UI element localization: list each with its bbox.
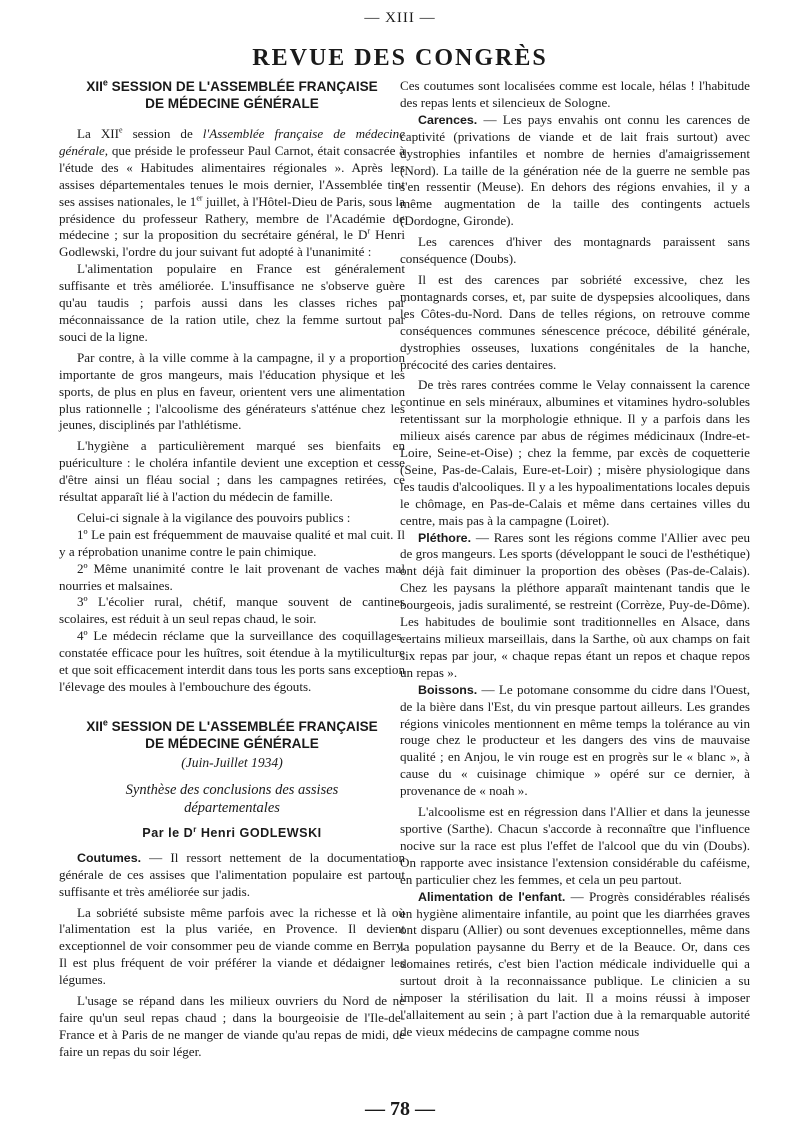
paragraph-usage: L'usage se répand dans les milieux ouvriers du Nord de ne faire qu'un seul repas chaud ; dans la bourgeoisie de l'Ile-de-France et à Paris de ne manger de viande qu'au repas de midi, de faire un repas du soir léger. bbox=[59, 993, 405, 1059]
session-heading-2: XIIe SESSION DE L'ASSEMBLÉE FRANÇAISE DE MÉDECINE GÉNÉRALE bbox=[86, 717, 378, 751]
paragraph-boissons: Boissons. — Le potomane consomme du cidre dans l'Ouest, de la bière dans l'Est, du vin presque partout ailleurs. Les grandes régions vinicoles mentionnent en même temps la tolérance au vin rouge chez le producteur et les dangers des vins de mauvaise qualité ; en Anjou, le vin rouge est en progrès sur le « blanc », à cause du « cuisinage chimique » opéré sur ce dernier, à provenance de « noah ». bbox=[400, 681, 750, 799]
list-item-4: 4º Le médecin réclame que la surveillance des coquillages, constatée efficace pour les huîtres, soit étendue à la mytiliculture et que soit efficacement interdit dans tous les ports sans exception l'élevage des moules à l'embouchure des égouts. bbox=[59, 628, 405, 694]
paragraph-alimentation: L'alimentation populaire en France est généralement suffisante et très améliorée. L'insuffisance ne s'observe guère qu'au taudis ; parfois aussi dans les classes riches par méconnaissance de la ration utile, chez la femme surtout par souci de la ligne. bbox=[59, 261, 405, 344]
run-in-heading-plethore: Pléthore. bbox=[418, 530, 472, 545]
paragraph-carences: Carences. — Les pays envahis ont connu les carences de captivité (privations de viande et de lait frais surtout) avec dystrophies infantiles et nombre de hernies d'amaigrissement (Nord). La taille de la génération née de la guerre ne semble pas s'en ressentir (Meuse). En dehors des régions envahies, il y a même augmentation de la taille des contingents actuels (Dordogne, Gironde). bbox=[400, 111, 750, 229]
session-dates: (Juin-Juillet 1934) bbox=[181, 754, 283, 770]
author-byline: Par le $D^r$ Henri GODLEWSKI bbox=[142, 824, 322, 840]
roman-page-number: — XIII — bbox=[364, 10, 436, 26]
paragraph-coutumes: Coutumes. — Il ressort nettement de la documentation générale de ces assises que l'alimentation populaire est partout suffisante et très améliorée sur jadis. bbox=[59, 849, 405, 899]
list-item-1: 1º Le pain est fréquemment de mauvaise qualité et mal cuit. Il y a réprobation unanime contre le pain chimique. bbox=[59, 526, 405, 559]
list-item-2: 2º Même unanimité contre le lait provenant de vaches mal nourries et malsaines. bbox=[59, 560, 405, 593]
page-number: — 78 — bbox=[365, 1098, 435, 1120]
paragraph-par-contre: Par contre, à la ville comme à la campagne, il y a proportion importante de gros mangeurs, mais l'éducation physique et les sports, de plus en plus en faveur, orientent vers une alimentation plus rationnelle ; l'alcoolisme des générateurs s'atténue chez les jeunes, disciplinés par l'athlétisme. bbox=[59, 349, 405, 433]
paragraph-sobriete-excessive: Il est des carences par sobriété excessive, chez les montagnards corses, et, par suite de dyspepsies alcooliques, dans les Côtes-du-Nord. Dans de telles régions, on retrouve comme conséquences communes sénescence précoce, débilité générale, dystrophies osseuses, luxations congénitales de la hanche, précocité des caries dentaires. bbox=[400, 271, 750, 372]
right-column bbox=[400, 78, 750, 1041]
session-heading-1: XIIe SESSION DE L'ASSEMBLÉE FRANÇAISE DE MÉDECINE GÉNÉRALE bbox=[86, 77, 378, 111]
paragraph-celui-ci: Celui-ci signale à la vigilance des pouvoirs publics : bbox=[77, 509, 351, 525]
run-in-heading-coutumes: Coutumes. bbox=[77, 850, 142, 865]
left-column bbox=[59, 78, 405, 1061]
run-in-heading-enfant: Alimentation de l'enfant. bbox=[418, 889, 566, 904]
section-title: REVUE DES CONGRÈS bbox=[252, 45, 548, 71]
paragraph-montagnards: Les carences d'hiver des montagnards paraissent sans conséquence (Doubs). bbox=[400, 234, 750, 267]
intro-paragraph: La XIIe session de l'Assemblée française de médecine générale, que préside le professeur Paul Carnot, était consacrée à l'étude des « Habitudes alimentaires régionales ». Après les assises départementales tenues le mois dernier, l'Assemblée tint ses assises nationales, le 1er juillet, à l'Hôtel-Dieu de Paris, sous la présidence du professeur Rathery, membre de l'Académie de médecine ; sur la proposition du secrétaire général, le $D^r$ Henri Godlewski, l'ordre du jour suivant fut adopté à l'unanimité : bbox=[59, 125, 406, 260]
paragraph-hygiene: L'hygiène a particulièrement marqué ses bienfaits en puériculture : le choléra infantile devient une exception et cesse d'être ainsi un fléau social ; dans les campagnes retirées, ce résultat apparaît lié à l'action du médecin de famille. bbox=[59, 438, 405, 505]
paragraph-plethore: Pléthore. — Rares sont les régions comme l'Allier avec peu de gros mangeurs. Les sports (développant le souci de l'esthétique) ont déjà fait diminuer la proportion des obèses (Pas-de-Calais). Chez les paysans la pléthore apparaît maintenant tandis que le bourgeois, jadis suralimenté, se restreint (Corrèze, Puy-de-Dôme). Les habitudes de boulimie sont traditionnelles en Alsace, dans certains milieux marseillais, dans la Sarthe, où aux champs on fait six repas par jour, « chaque repas étant un repos et chaque repos un repas ». bbox=[400, 529, 750, 680]
run-in-heading-boissons: Boissons. bbox=[418, 682, 478, 697]
list-item-3: 3º L'écolier rural, chétif, manque souvent de cantines scolaires, est réduit à un seul repas chaud, le soir. bbox=[59, 594, 405, 627]
run-in-heading-carences: Carences. bbox=[418, 112, 478, 127]
paragraph-velay: De très rares contrées comme le Velay connaissent la carence continue en sels minéraux, albumines et vitamines hydro-solubles retentissant sur la morphologie ethnique. Il y a parfois dans les milieux aisés carence par abus de régimes médicinaux (Indre-et-Loire, Seine-et-Oise) ; chez la femme, par excès de coquetterie (Seine, Pas-de-Calais, Eure-et-Loir) ; misère physiologique dans les taudis d'alcooliques. Il y a les hypoalimentations locales depuis le chômage, en Pas-de-Calais et même dans certaines villes du centre, mais pas à la campagne (Loiret). bbox=[400, 377, 750, 528]
paragraph-enfant: Alimentation de l'enfant. — Progrès considérables réalisés en hygiène alimentaire infantile, au point que les diarrhées graves ont disparu (Allier) ou sont devenues exceptionnelles, même dans la population paysanne du Berry et de la Beauce. Or, dans ces domaines retirés, c'est bien l'action médicale individuelle qui a surtout droit à la reconnaissance publique. Le clinicien a su imposer la stérilisation du lait. Il a moins réussi à imposer l'allaitement au sein ; à part l'action due à la remarquable autorité de vieux médecins de campagne comme nous bbox=[400, 888, 751, 1039]
paragraph-coutumes-continued: Ces coutumes sont localisées comme est locale, hélas ! l'habitude des repas lents et silencieux de Sologne. bbox=[400, 78, 750, 110]
paragraph-alcoolisme: L'alcoolisme est en régression dans l'Allier et dans la jeunesse sportive (Sarthe). Chacun s'accorde à reconnaître que l'influence nocive sur la race est plus l'effet de l'alcool que du vin (Doubs). On rapporte avec insistance l'extension considérable du caféisme, en particulier chez les femmes, et cela un peu partout. bbox=[400, 804, 750, 887]
synthesis-title: Synthèse des conclusions des assises départementales bbox=[125, 781, 339, 816]
paragraph-sobriete: La sobriété subsiste même parfois avec la richesse et là où l'alimentation est la plus variée, en Provence. Il devient exceptionnel de voir consommer peu de viande comme en Berry. Il est plus fréquent de voir préférer la viande et dédaigner les légumes. bbox=[59, 904, 405, 988]
